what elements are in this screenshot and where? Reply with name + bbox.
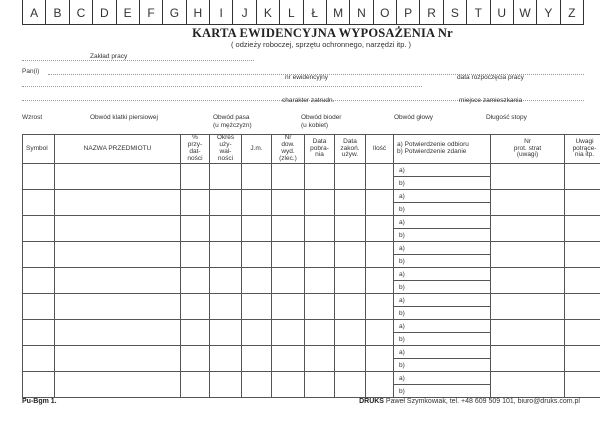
table-cell[interactable] xyxy=(23,216,55,242)
table-cell[interactable] xyxy=(565,242,600,268)
alphabet-tab: F xyxy=(140,0,163,25)
table-cell[interactable] xyxy=(242,294,272,320)
alphabet-tab: T xyxy=(467,0,490,25)
table-cell[interactable] xyxy=(272,320,305,346)
table-cell[interactable] xyxy=(23,164,55,190)
table-row[interactable] xyxy=(23,242,600,255)
table-cell[interactable] xyxy=(565,164,600,190)
table-row[interactable] xyxy=(23,268,600,281)
table-cell[interactable] xyxy=(210,320,242,346)
table-cell[interactable] xyxy=(366,242,394,268)
alphabet-tab: M xyxy=(327,0,350,25)
alphabet-tab: D xyxy=(93,0,116,25)
table-cell[interactable] xyxy=(210,346,242,372)
col-symbol: Symbol xyxy=(23,135,55,164)
table-cell[interactable] xyxy=(242,372,272,398)
col-period: Okres uży- wal- ności xyxy=(210,135,242,164)
table-cell[interactable] xyxy=(210,268,242,294)
head-label: Obwód głowy xyxy=(394,114,434,121)
table-row[interactable] xyxy=(23,346,600,359)
alphabet-tab: L xyxy=(280,0,303,25)
table-row[interactable] xyxy=(23,372,600,385)
table-cell[interactable] xyxy=(210,294,242,320)
table-cell[interactable] xyxy=(565,268,600,294)
table-cell[interactable] xyxy=(272,242,305,268)
col-doc-no: Nr dow. wyd. (zlec.) xyxy=(272,135,305,164)
table-cell[interactable] xyxy=(366,372,394,398)
table-cell[interactable] xyxy=(23,242,55,268)
confirm-cell[interactable]: a) xyxy=(394,164,491,177)
table-cell[interactable] xyxy=(181,346,210,372)
alphabet-tab: Ł xyxy=(304,0,327,25)
table-cell[interactable] xyxy=(565,346,600,372)
table-cell[interactable] xyxy=(366,320,394,346)
table-cell[interactable] xyxy=(181,216,210,242)
table-cell[interactable] xyxy=(366,346,394,372)
table-cell[interactable] xyxy=(335,164,366,190)
table-cell[interactable] xyxy=(305,372,335,398)
person-label: Pan(i) xyxy=(22,68,40,75)
alphabet-tab: G xyxy=(163,0,186,25)
confirm-cell[interactable]: a) xyxy=(394,190,491,203)
table-cell[interactable] xyxy=(181,164,210,190)
table-cell[interactable] xyxy=(491,294,565,320)
table-cell[interactable] xyxy=(181,190,210,216)
hips-label: Obwód bioder xyxy=(301,114,342,121)
chest-label: Obwód klatki piersiowej xyxy=(90,114,158,121)
table-cell[interactable] xyxy=(491,242,565,268)
table-cell[interactable] xyxy=(565,294,600,320)
table-cell[interactable] xyxy=(305,164,335,190)
table-cell[interactable] xyxy=(491,346,565,372)
table-cell[interactable] xyxy=(272,268,305,294)
table-cell[interactable] xyxy=(491,372,565,398)
alphabet-tab: Y xyxy=(537,0,560,25)
confirm-cell[interactable]: a) xyxy=(394,372,491,385)
table-cell[interactable] xyxy=(55,320,181,346)
table-cell[interactable] xyxy=(305,190,335,216)
table-cell[interactable] xyxy=(210,216,242,242)
table-cell[interactable] xyxy=(210,164,242,190)
form-title: KARTA EWIDENCYJNA WYPOSAŻENIA Nr xyxy=(192,26,453,40)
table-header-row xyxy=(23,135,600,164)
table-cell[interactable] xyxy=(272,216,305,242)
alphabet-tab: K xyxy=(257,0,280,25)
confirm-cell[interactable]: a) xyxy=(394,294,491,307)
table-cell[interactable] xyxy=(55,294,181,320)
alphabet-tab: Z xyxy=(561,0,584,25)
table-cell[interactable] xyxy=(366,294,394,320)
workplace-line[interactable] xyxy=(22,60,254,61)
confirm-cell[interactable]: b) xyxy=(394,281,491,294)
evidence-no-label: nr ewidencyjny xyxy=(285,74,328,81)
table-cell[interactable] xyxy=(55,190,181,216)
alphabet-tab: I xyxy=(210,0,233,25)
waist-note: (u mężczyzn) xyxy=(213,122,252,129)
confirm-cell[interactable]: b) xyxy=(394,333,491,346)
table-cell[interactable] xyxy=(366,164,394,190)
table-row[interactable] xyxy=(23,164,600,177)
table-cell[interactable] xyxy=(242,216,272,242)
table-cell[interactable] xyxy=(272,190,305,216)
alphabet-index xyxy=(22,0,584,25)
table-cell[interactable] xyxy=(210,190,242,216)
table-cell[interactable] xyxy=(305,346,335,372)
equipment-table xyxy=(22,134,600,398)
confirm-cell[interactable]: b) xyxy=(394,203,491,216)
table-cell[interactable] xyxy=(335,320,366,346)
col-name: NAZWA PRZEDMIOTU xyxy=(55,135,181,164)
confirm-cell[interactable]: b) xyxy=(394,359,491,372)
alphabet-tab: N xyxy=(350,0,373,25)
alphabet-tab: R xyxy=(420,0,443,25)
confirm-cell[interactable]: b) xyxy=(394,307,491,320)
table-cell[interactable] xyxy=(335,372,366,398)
confirm-cell[interactable]: a) xyxy=(394,320,491,333)
table-cell[interactable] xyxy=(335,346,366,372)
table-cell[interactable] xyxy=(335,190,366,216)
table-cell[interactable] xyxy=(366,268,394,294)
residence-label: miejsce zamieszkania xyxy=(459,97,523,104)
table-cell[interactable] xyxy=(565,320,600,346)
confirm-cell[interactable]: a) xyxy=(394,346,491,359)
alphabet-tab: J xyxy=(233,0,256,25)
table-cell[interactable] xyxy=(491,268,565,294)
table-cell[interactable] xyxy=(305,216,335,242)
table-cell[interactable] xyxy=(55,346,181,372)
table-cell[interactable] xyxy=(55,268,181,294)
workplace-label: Zakład pracy xyxy=(90,53,128,60)
table-cell[interactable] xyxy=(565,372,600,398)
table-cell[interactable] xyxy=(23,372,55,398)
table-cell[interactable] xyxy=(305,294,335,320)
table-cell[interactable] xyxy=(272,372,305,398)
alphabet-tab: B xyxy=(46,0,69,25)
alphabet-tab: E xyxy=(117,0,140,25)
alphabet-tab: O xyxy=(374,0,397,25)
table-cell[interactable] xyxy=(491,190,565,216)
col-issue-date: Data pobra- nia xyxy=(305,135,335,164)
table-cell[interactable] xyxy=(335,294,366,320)
table-cell[interactable] xyxy=(491,320,565,346)
confirm-cell[interactable]: a) xyxy=(394,242,491,255)
start-date-label: data rozpoczęcia pracy xyxy=(457,74,524,81)
table-cell[interactable] xyxy=(242,164,272,190)
alphabet-tab: U xyxy=(491,0,514,25)
publisher-info xyxy=(359,398,580,405)
confirm-cell[interactable]: b) xyxy=(394,385,491,398)
table-cell[interactable] xyxy=(242,320,272,346)
table-cell[interactable] xyxy=(23,346,55,372)
waist-label: Obwód pasa xyxy=(213,114,250,121)
table-cell[interactable] xyxy=(565,216,600,242)
table-row[interactable] xyxy=(23,190,600,203)
table-cell[interactable] xyxy=(55,242,181,268)
col-remarks: Uwagi potrące- nia itp. xyxy=(565,135,600,164)
employment-label: charakter zatrudn. xyxy=(282,97,335,104)
table-cell[interactable] xyxy=(23,294,55,320)
alphabet-tab: S xyxy=(444,0,467,25)
table-cell[interactable] xyxy=(23,190,55,216)
table-cell[interactable] xyxy=(242,268,272,294)
table-cell[interactable] xyxy=(181,242,210,268)
evidence-line[interactable] xyxy=(22,86,422,87)
table-row[interactable] xyxy=(23,294,600,307)
table-cell[interactable] xyxy=(242,190,272,216)
table-cell[interactable] xyxy=(181,372,210,398)
table-cell[interactable] xyxy=(210,242,242,268)
col-unit: J.m. xyxy=(242,135,272,164)
table-cell[interactable] xyxy=(210,372,242,398)
foot-label: Długość stopy xyxy=(486,114,527,121)
table-cell[interactable] xyxy=(181,294,210,320)
col-percent: % przy- dat- ności xyxy=(181,135,210,164)
alphabet-tab: P xyxy=(397,0,420,25)
publisher-brand: DRUKS xyxy=(359,398,384,405)
table-row[interactable] xyxy=(23,216,600,229)
confirm-cell[interactable]: b) xyxy=(394,255,491,268)
hips-note: (u kobiet) xyxy=(301,122,329,129)
confirm-cell[interactable]: a) xyxy=(394,268,491,281)
publisher-contact: Paweł Szymkowiak, tel. +48 609 509 101, biuro@druks.com.pl xyxy=(385,398,580,405)
table-cell[interactable] xyxy=(272,164,305,190)
confirm-cell[interactable]: b) xyxy=(394,177,491,190)
col-loss: Nr prot. strat (uwagi) xyxy=(491,135,565,164)
col-date-end: Data zakoń. używ. xyxy=(335,135,366,164)
table-cell[interactable] xyxy=(23,320,55,346)
form-subtitle: ( odzieży roboczej, sprzętu ochronnego, narzędzi itp. ) xyxy=(230,40,412,49)
confirm-cell[interactable]: a) xyxy=(394,216,491,229)
table-cell[interactable] xyxy=(366,216,394,242)
table-cell[interactable] xyxy=(181,268,210,294)
table-cell[interactable] xyxy=(366,190,394,216)
height-label: Wzrost xyxy=(22,114,43,121)
table-cell[interactable] xyxy=(55,372,181,398)
table-cell[interactable] xyxy=(242,242,272,268)
table-cell[interactable] xyxy=(305,242,335,268)
table-cell[interactable] xyxy=(305,320,335,346)
form-code: Pu-Bgm 1. xyxy=(22,398,57,405)
alphabet-tab: C xyxy=(70,0,93,25)
table-cell[interactable] xyxy=(181,320,210,346)
table-cell[interactable] xyxy=(335,216,366,242)
table-cell[interactable] xyxy=(491,216,565,242)
table-cell[interactable] xyxy=(242,346,272,372)
table-cell[interactable] xyxy=(272,346,305,372)
table-cell[interactable] xyxy=(565,190,600,216)
alphabet-tab: A xyxy=(22,0,46,25)
table-cell[interactable] xyxy=(491,164,565,190)
table-cell[interactable] xyxy=(335,268,366,294)
col-qty: Ilość xyxy=(366,135,394,164)
col-confirm: a) Potwierdzenie odbioru b) Potwierdzenie zdanie xyxy=(394,135,491,164)
table-cell[interactable] xyxy=(55,216,181,242)
table-cell[interactable] xyxy=(23,268,55,294)
table-cell[interactable] xyxy=(272,294,305,320)
table-row[interactable] xyxy=(23,320,600,333)
alphabet-tab: H xyxy=(187,0,210,25)
alphabet-tab: W xyxy=(514,0,537,25)
table-cell[interactable] xyxy=(335,242,366,268)
table-cell[interactable] xyxy=(305,268,335,294)
table-cell[interactable] xyxy=(55,164,181,190)
confirm-cell[interactable]: b) xyxy=(394,229,491,242)
